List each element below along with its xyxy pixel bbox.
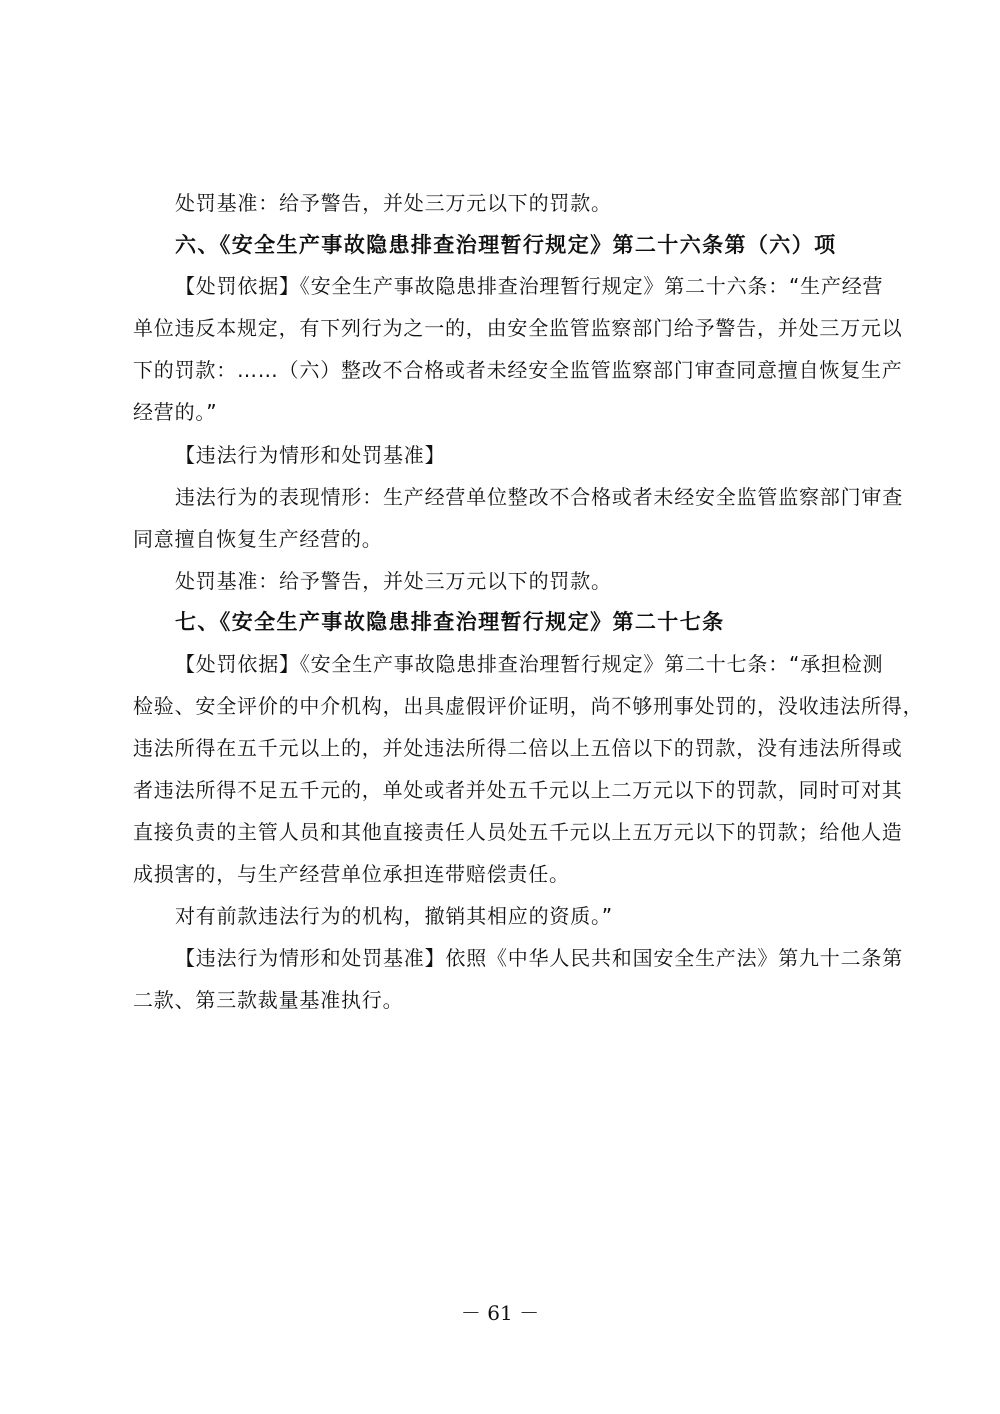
body-text-line: 经营的。” xyxy=(133,400,218,424)
penalty-basis-paragraph-line: 【处罚依据】《安全生产事故隐患排查治理暂行规定》第二十七条：“承担检测 xyxy=(175,652,884,676)
penalty-standard-line: 处罚基准：给予警告，并处三万元以下的罚款。 xyxy=(175,569,612,593)
section-heading-7: 七、《安全生产事故隐患排查治理暂行规定》第二十七条 xyxy=(175,609,725,634)
body-text-line: 同意擅自恢复生产经营的。 xyxy=(133,527,383,551)
penalty-standard-line: 处罚基准：给予警告，并处三万元以下的罚款。 xyxy=(175,191,612,215)
violation-circumstance-paragraph-line: 【违法行为情形和处罚基准】依照《中华人民共和国安全生产法》第九十二条第 xyxy=(175,946,903,970)
body-text-line: 直接负责的主管人员和其他直接责任人员处五千元以上五万元以下的罚款；给他人造 xyxy=(133,820,903,844)
page-number: － 61 － xyxy=(460,1301,540,1325)
body-text-line: 检验、安全评价的中介机构，出具虚假评价证明，尚不够刑事处罚的，没收违法所得， xyxy=(133,694,924,718)
body-text-line: 者违法所得不足五千元的，单处或者并处五千元以上二万元以下的罚款，同时可对其 xyxy=(133,778,903,802)
penalty-basis-paragraph-line: 【处罚依据】《安全生产事故隐患排查治理暂行规定》第二十六条：“生产经营 xyxy=(175,274,884,298)
body-text-line: 单位违反本规定，有下列行为之一的，由安全监管监察部门给予警告，并处三万元以 xyxy=(133,316,903,340)
body-text-line: 违法所得在五千元以上的，并处违法所得二倍以上五倍以下的罚款，没有违法所得或 xyxy=(133,736,903,760)
body-text-line: 二款、第三款裁量基准执行。 xyxy=(133,988,404,1012)
violation-description-line: 违法行为的表现情形：生产经营单位整改不合格或者未经安全监管监察部门审查 xyxy=(175,485,903,509)
body-text-line: 下的罚款：……（六）整改不合格或者未经安全监管监察部门审查同意擅自恢复生产 xyxy=(133,358,903,382)
body-text-line: 对有前款违法行为的机构，撤销其相应的资质。” xyxy=(175,904,613,928)
violation-circumstance-label: 【违法行为情形和处罚基准】 xyxy=(175,443,446,467)
body-text-line: 成损害的，与生产经营单位承担连带赔偿责任。 xyxy=(133,862,570,886)
section-heading-6: 六、《安全生产事故隐患排查治理暂行规定》第二十六条第（六）项 xyxy=(175,232,837,257)
